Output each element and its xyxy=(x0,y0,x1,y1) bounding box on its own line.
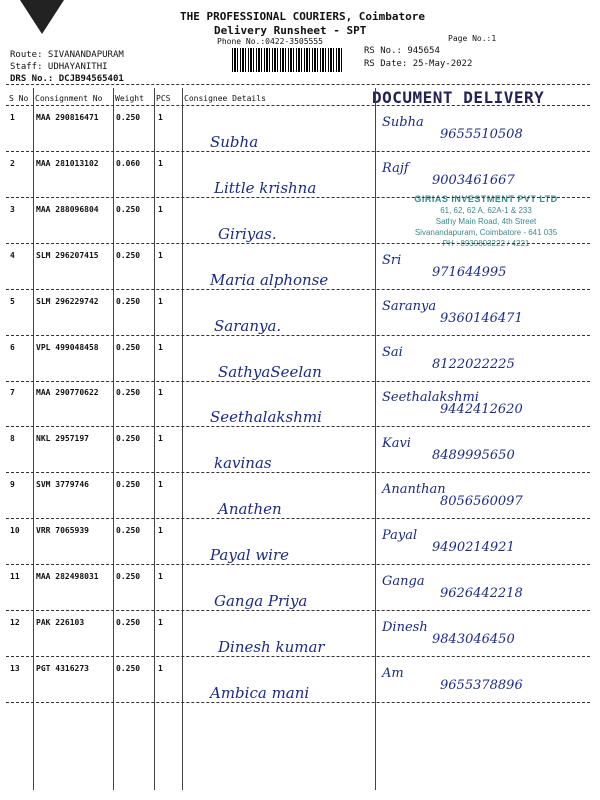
row-phone: 9003461667 xyxy=(432,173,515,188)
row-consignee-name: Anathen xyxy=(218,500,282,518)
row-signature: Rajf xyxy=(382,161,409,176)
row-sno: 3 xyxy=(10,205,15,214)
row-divider xyxy=(6,656,590,657)
row-phone: 9360146471 xyxy=(440,311,523,326)
col-divider-1 xyxy=(33,88,34,790)
row-consignee-name: Ganga Priya xyxy=(214,592,308,610)
row-weight: 0.250 xyxy=(116,664,141,673)
drs-number: DRS No.: DCJB94565401 xyxy=(10,74,124,84)
row-sno: 4 xyxy=(10,251,15,260)
row-weight: 0.250 xyxy=(116,251,141,260)
col-header-consignee: Consignee Details xyxy=(184,94,266,103)
company-stamp-line1: 61, 62, 62 A, 62A-1 & 233 xyxy=(440,206,532,215)
row-weight: 0.250 xyxy=(116,526,141,535)
company-stamp-line3: Sivanandapuram, Coimbatore - 641 035 xyxy=(414,228,558,237)
col-divider-5 xyxy=(375,88,376,790)
row-pcs: 1 xyxy=(158,434,163,443)
row-divider xyxy=(6,151,590,152)
col-divider-2 xyxy=(113,88,114,790)
phone-number: Phone No.:0422-3505555 xyxy=(217,37,323,46)
row-consignee-name: Subha xyxy=(210,133,259,151)
row-pcs: 1 xyxy=(158,664,163,673)
sheet-title: Delivery Runsheet - SPT xyxy=(214,24,367,37)
row-phone: 9843046450 xyxy=(432,632,515,647)
company-stamp-name: GIRIAS INVESTMENT PVT LTD xyxy=(414,194,558,204)
row-pcs: 1 xyxy=(158,251,163,260)
row-divider xyxy=(6,243,590,244)
row-phone: 971644995 xyxy=(432,265,507,280)
row-pcs: 1 xyxy=(158,480,163,489)
barcode xyxy=(232,48,342,72)
row-weight: 0.250 xyxy=(116,572,141,581)
row-phone: 8122022225 xyxy=(432,357,515,372)
route: Route: SIVANANDAPURAM xyxy=(10,50,124,60)
row-consignment-no: VPL 499048458 xyxy=(36,343,99,352)
row-consignee-name: Dinesh kumar xyxy=(218,638,325,656)
row-divider xyxy=(6,197,590,198)
row-weight: 0.250 xyxy=(116,297,141,306)
row-consignee-name: Ambica mani xyxy=(210,684,310,702)
row-pcs: 1 xyxy=(158,297,163,306)
row-divider xyxy=(6,335,590,336)
row-consignee-name: Giriyas. xyxy=(218,225,277,243)
company-stamp-line4: PH : 8939803222 / 4221 xyxy=(442,239,530,248)
row-weight: 0.060 xyxy=(116,159,141,168)
col-divider-3 xyxy=(154,88,155,790)
row-pcs: 1 xyxy=(158,113,163,122)
document-delivery-stamp: DOCUMENT DELIVERY xyxy=(372,88,545,107)
row-sno: 11 xyxy=(10,572,20,581)
row-consignment-no: MAA 281013102 xyxy=(36,159,99,168)
row-signature: Payal xyxy=(382,528,418,543)
row-pcs: 1 xyxy=(158,572,163,581)
row-consignment-no: SLM 296229742 xyxy=(36,297,99,306)
row-consignee-name: SathyaSeelan xyxy=(218,363,322,381)
col-header-sno: S No xyxy=(9,94,29,103)
row-phone: 8489995650 xyxy=(432,448,515,463)
header-divider xyxy=(6,84,590,85)
row-sno: 5 xyxy=(10,297,15,306)
row-sno: 13 xyxy=(10,664,20,673)
row-sno: 6 xyxy=(10,343,15,352)
row-weight: 0.250 xyxy=(116,388,141,397)
page-number: Page No.:1 xyxy=(448,34,497,43)
col-divider-4 xyxy=(182,88,183,790)
row-consignee-name: Saranya. xyxy=(214,317,282,335)
row-divider xyxy=(6,702,590,703)
row-divider xyxy=(6,564,590,565)
company-stamp-line2: Sathy Main Road, 4th Street xyxy=(435,217,537,226)
row-pcs: 1 xyxy=(158,343,163,352)
row-consignee-name: Payal wire xyxy=(210,546,290,564)
column-header-divider xyxy=(6,105,590,106)
row-signature: Subha xyxy=(382,115,424,130)
row-weight: 0.250 xyxy=(116,113,141,122)
row-consignment-no: MAA 282498031 xyxy=(36,572,99,581)
row-consignment-no: MAA 290816471 xyxy=(36,113,99,122)
row-divider xyxy=(6,426,590,427)
row-phone: 9626442218 xyxy=(440,586,523,601)
row-signature: Sri xyxy=(382,253,402,268)
row-sno: 10 xyxy=(10,526,20,535)
row-consignment-no: MAA 288096804 xyxy=(36,205,99,214)
row-signature: Dinesh xyxy=(382,620,428,635)
row-signature: Saranya xyxy=(382,299,437,314)
row-sno: 2 xyxy=(10,159,15,168)
row-sno: 12 xyxy=(10,618,20,627)
row-signature: Seethalakshmi xyxy=(382,390,479,405)
row-phone: 8056560097 xyxy=(440,494,523,509)
staff: Staff: UDHAYANITHI xyxy=(10,62,108,72)
col-header-consignment: Consignment No xyxy=(35,94,103,103)
row-weight: 0.250 xyxy=(116,343,141,352)
row-phone: 9442412620 xyxy=(440,402,523,417)
row-divider xyxy=(6,381,590,382)
row-consignment-no: PAK 226103 xyxy=(36,618,85,627)
col-header-weight: Weight xyxy=(115,94,144,103)
row-divider xyxy=(6,518,590,519)
row-weight: 0.250 xyxy=(116,434,141,443)
row-signature: Am xyxy=(382,666,404,681)
row-pcs: 1 xyxy=(158,526,163,535)
row-sno: 9 xyxy=(10,480,15,489)
row-consignment-no: SLM 296207415 xyxy=(36,251,99,260)
row-signature: Ananthan xyxy=(382,482,446,497)
row-consignment-no: PGT 4316273 xyxy=(36,664,89,673)
row-weight: 0.250 xyxy=(116,618,141,627)
company-stamp xyxy=(386,194,586,249)
row-pcs: 1 xyxy=(158,159,163,168)
row-consignee-name: Little krishna xyxy=(214,179,317,197)
row-pcs: 1 xyxy=(158,388,163,397)
corner-mark xyxy=(20,0,64,34)
row-consignment-no: VRR 7065939 xyxy=(36,526,89,535)
rs-number: RS No.: 945654 xyxy=(364,46,440,56)
row-signature: Kavi xyxy=(382,436,411,451)
rs-date: RS Date: 25-May-2022 xyxy=(364,59,473,69)
col-header-pcs: PCS xyxy=(156,94,171,103)
row-consignment-no: MAA 290770622 xyxy=(36,388,99,397)
row-divider xyxy=(6,610,590,611)
row-signature: Sai xyxy=(382,345,403,360)
row-phone: 9490214921 xyxy=(432,540,515,555)
row-consignee-name: kavinas xyxy=(214,454,272,472)
row-signature: Ganga xyxy=(382,574,425,589)
row-consignee-name: Maria alphonse xyxy=(210,271,329,289)
row-sno: 1 xyxy=(10,113,15,122)
row-sno: 8 xyxy=(10,434,15,443)
row-weight: 0.250 xyxy=(116,205,141,214)
row-consignment-no: SVM 3779746 xyxy=(36,480,89,489)
row-weight: 0.250 xyxy=(116,480,141,489)
row-divider xyxy=(6,472,590,473)
row-divider xyxy=(6,289,590,290)
company-title: THE PROFESSIONAL COURIERS, Coimbatore xyxy=(180,10,426,23)
row-pcs: 1 xyxy=(158,205,163,214)
row-phone: 9655510508 xyxy=(440,127,523,142)
row-consignee-name: Seethalakshmi xyxy=(210,408,322,426)
row-phone: 9655378896 xyxy=(440,678,523,693)
row-sno: 7 xyxy=(10,388,15,397)
row-pcs: 1 xyxy=(158,618,163,627)
row-consignment-no: NKL 2957197 xyxy=(36,434,89,443)
